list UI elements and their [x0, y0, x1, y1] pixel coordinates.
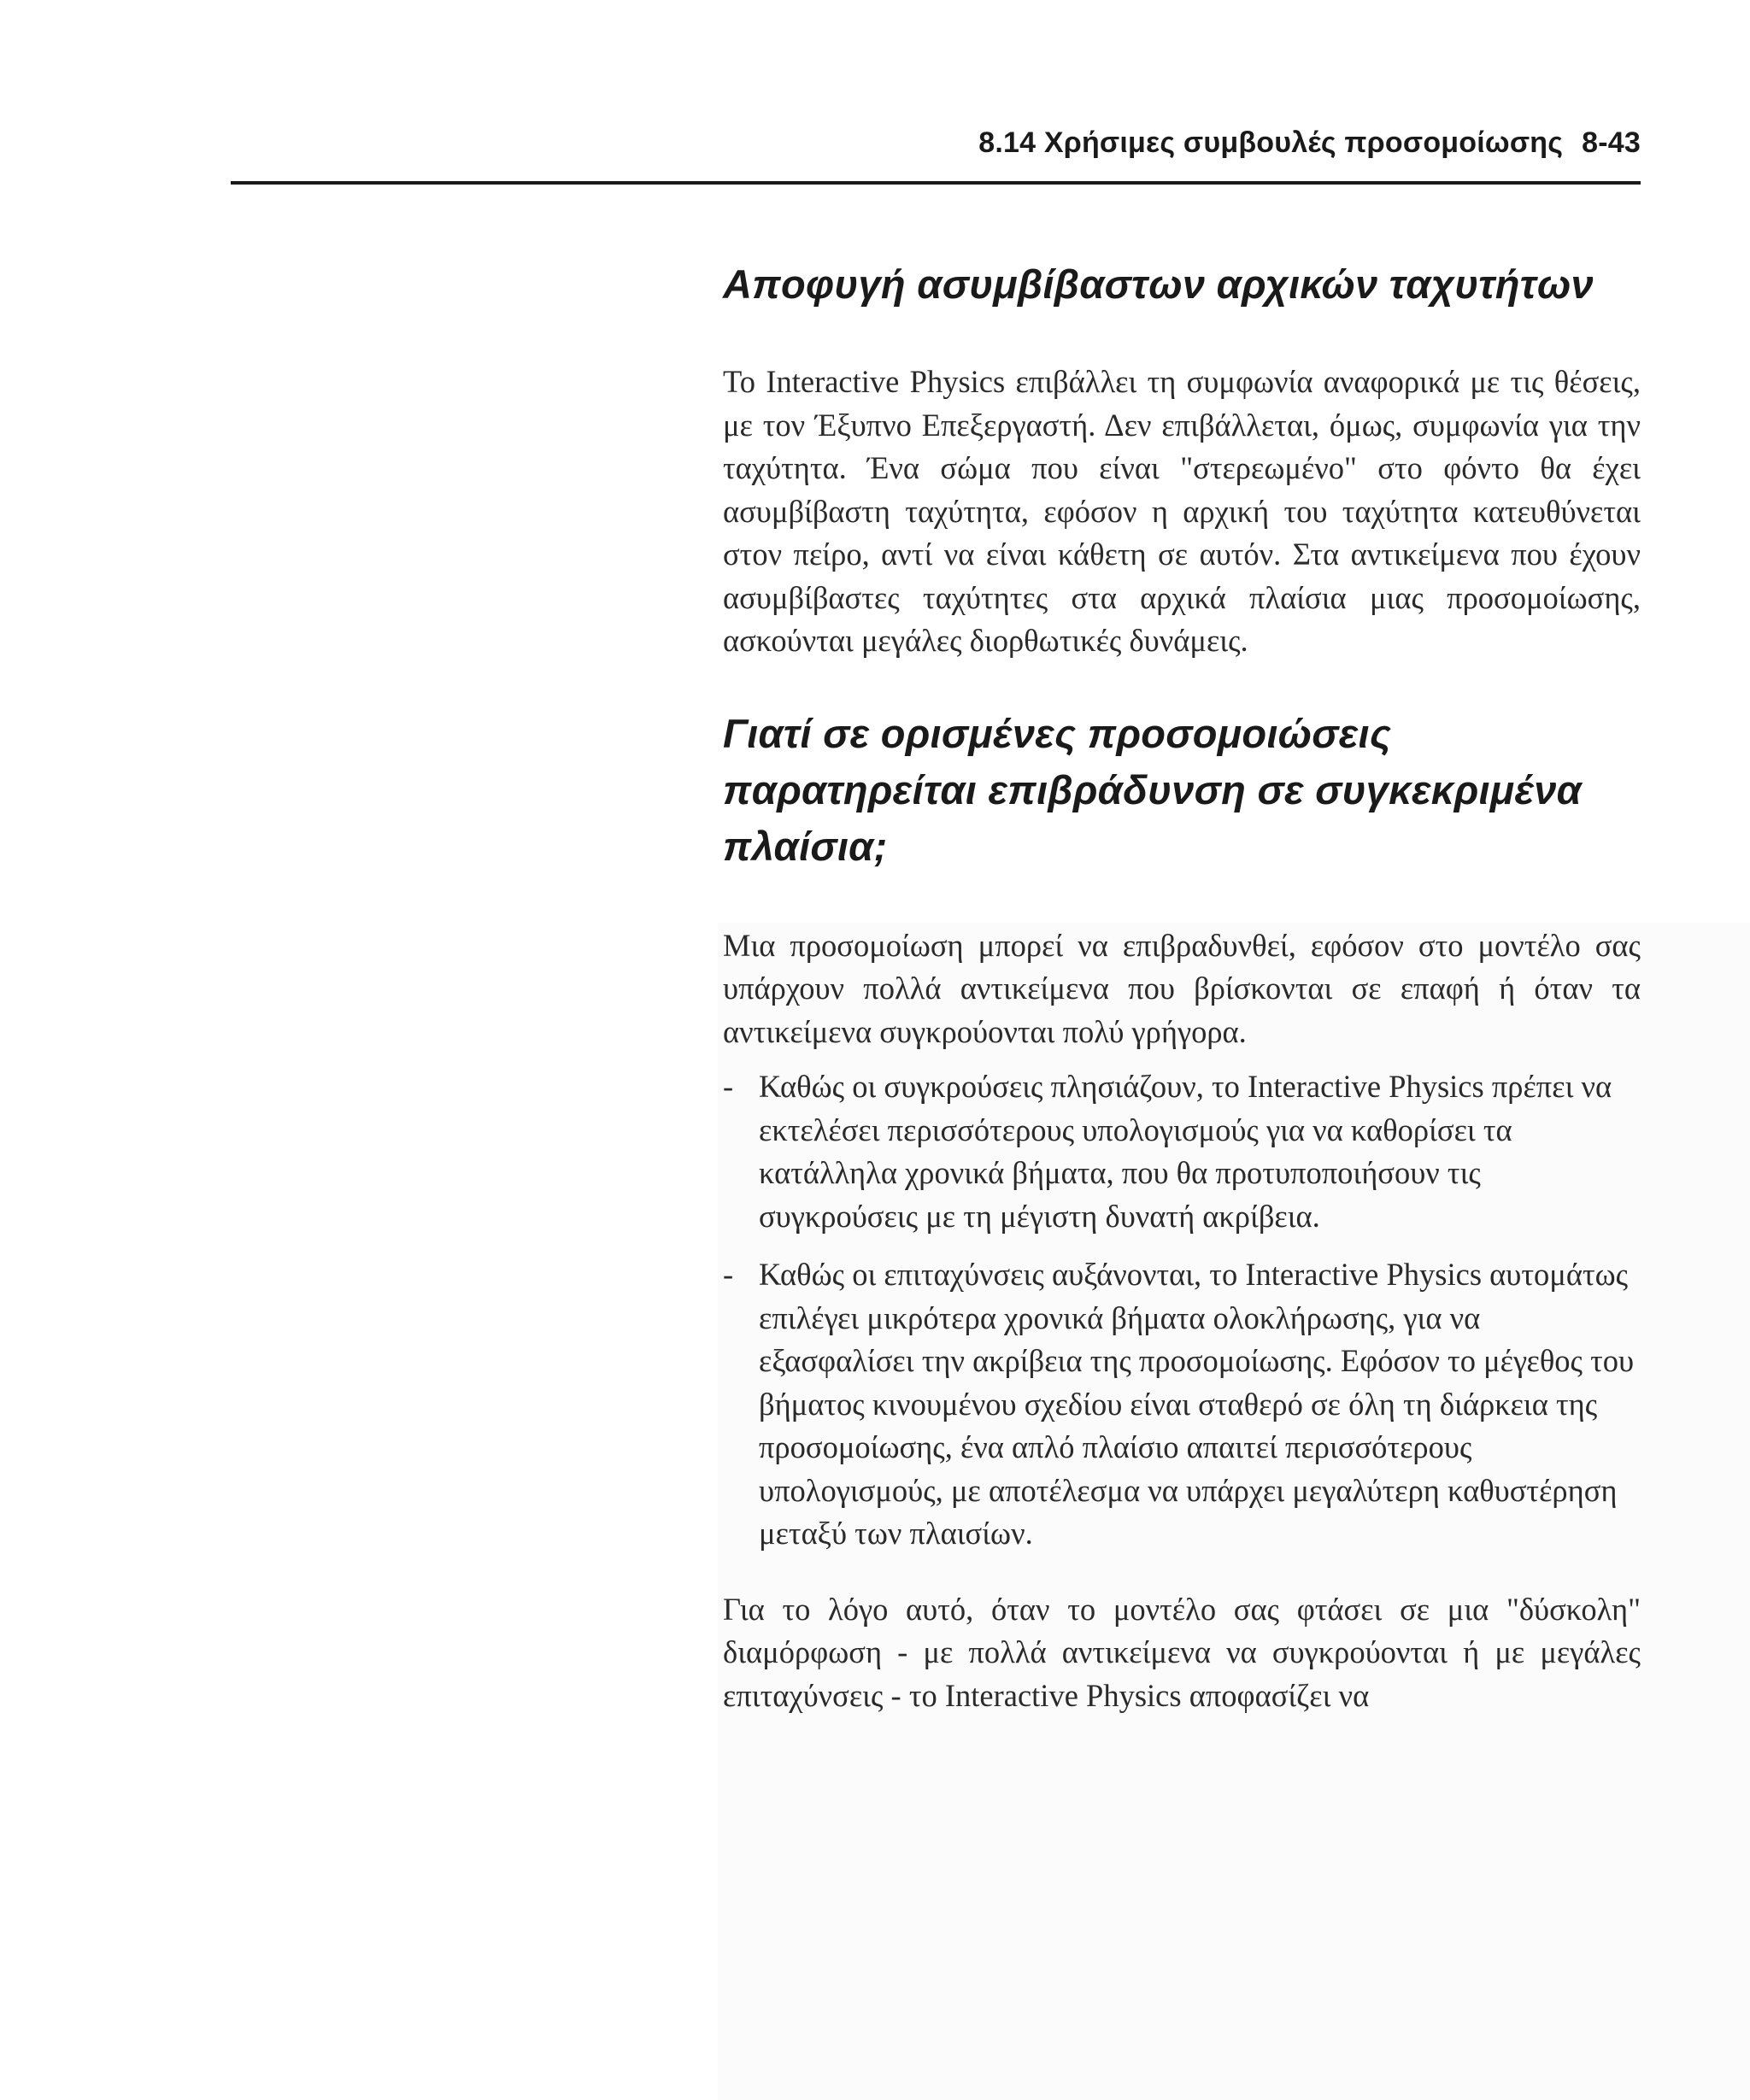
section-heading-slowdown: Γιατί σε ορισμένες προσομοιώσεις παρατηρείται επιβράδυνση σε συγκεκριμένα πλαίσια;	[723, 710, 1583, 869]
section-heading-velocities: Αποφυγή ασυμβίβαστων αρχικών ταχυτήτων	[723, 261, 1594, 307]
section-title: 8.14 Χρήσιμες συμβουλές προσομοίωσης	[978, 126, 1564, 159]
list-item	[723, 1253, 1641, 1556]
running-header	[231, 126, 1641, 185]
bullet-text: Καθώς οι συγκρούσεις πλησιάζουν, το Interactive Physics πρέπει να εκτελέσει περισσότερους υπολογισμούς για να καθορίσει τα κατάλληλα χρονικά βήματα, που θα προτυποποιήσουν τις συγκρούσεις με τη μέγιστη δυνατή ακρίβεια.	[759, 1069, 1612, 1234]
page-content	[723, 256, 1641, 1717]
bullet-list	[723, 1065, 1641, 1556]
page-number: 8-43	[1582, 126, 1641, 159]
section-paragraph-slowdown: Μια προσομοίωση μπορεί να επιβραδυνθεί, εφόσον στο μοντέλο σας υπάρχουν πολλά αντικείμενα που βρίσκονται σε επαφή ή όταν τα αντικείμενα συγκρούονται πολύ γρήγορα.	[723, 927, 1641, 1049]
bullet-marker: -	[723, 1257, 734, 1292]
bullet-text: Καθώς οι επιταχύνσεις αυξάνονται, το Interactive Physics αυτομάτως επιλέγει μικρότερα χρονικά βήματα ολοκλήρωσης, για να εξασφαλίσει την ακρίβεια της προσομοίωσης. Εφόσον το μέγεθος του βήματος κινουμένου σχεδίου είναι σταθερό σε όλη τη διάρκεια της προσομοίωσης, ένα απλό πλαίσιο απαιτεί περισσότερους υπολογισμούς, με αποτέλεσμα να υπάρχει μεγαλύτερη καθυστέρηση μεταξύ των πλαισίων.	[759, 1257, 1635, 1551]
closing-paragraph: Για το λόγο αυτό, όταν το μοντέλο σας φτάσει σε μια "δύσκολη" διαμόρφωση - με πολλά αντικείμενα να συγκρούονται ή με μεγάλες επιταχύνσεις - το Interactive Physics αποφασίζει να	[723, 1591, 1641, 1713]
running-header-text	[978, 126, 1641, 160]
bullet-marker: -	[723, 1069, 734, 1104]
list-item	[723, 1065, 1641, 1238]
section-paragraph-velocities: Το Interactive Physics επιβάλλει τη συμφωνία αναφορικά με τις θέσεις, με τον Έξυπνο Επεξεργαστή. Δεν επιβάλλεται, όμως, συμφωνία για την ταχύτητα. Ένα σώμα που είναι "στερεωμένο" στο φόντο θα έχει ασυμβίβαστη ταχύτητα, εφόσον η αρχική του ταχύτητα κατευθύνεται στον πείρο, αντί να είναι κάθετη σε αυτόν. Στα αντικείμενα που έχουν ασυμβίβαστες ταχύτητες στα αρχικά πλαίσια μιας προσομοίωσης, ασκούνται μεγάλες διορθωτικές δυνάμεις.	[723, 364, 1641, 658]
